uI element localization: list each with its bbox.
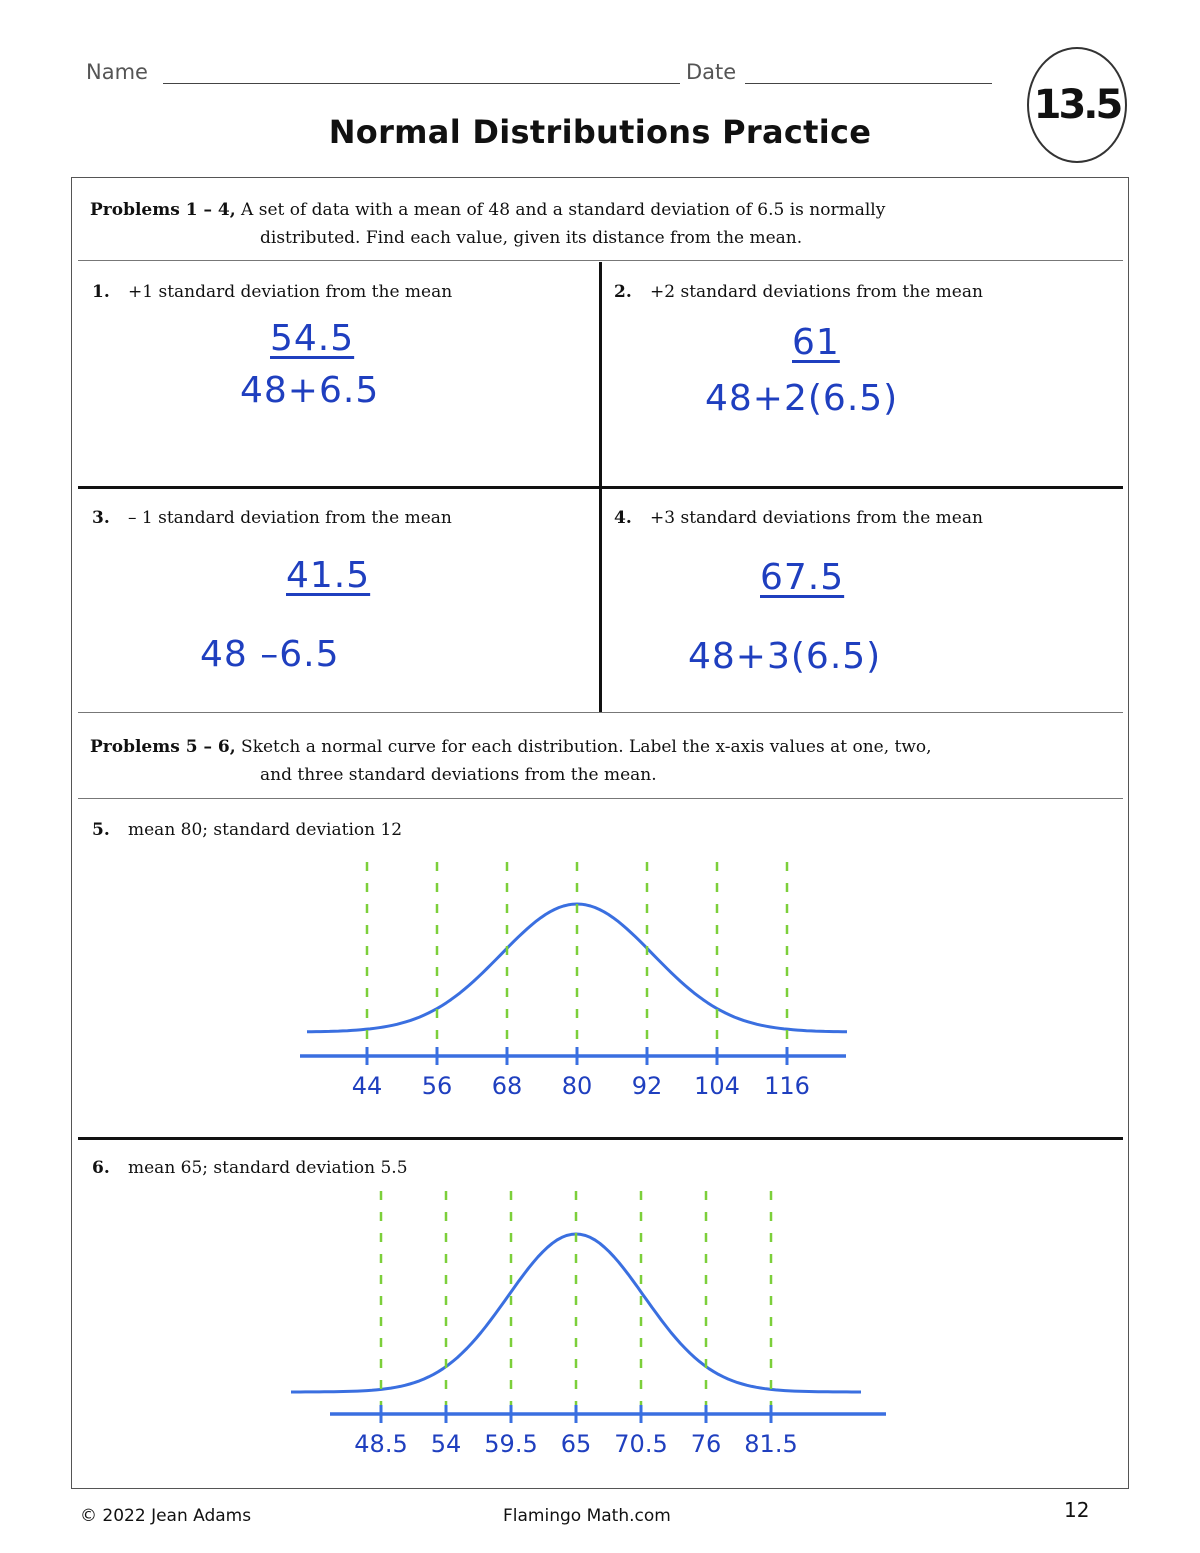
problem-number: 4. <box>614 508 632 528</box>
page-number: 12 <box>1064 1498 1090 1522</box>
date-line <box>745 83 992 84</box>
problem-number: 3. <box>92 508 110 528</box>
problem-5-prompt <box>92 820 402 840</box>
axis-label: 81.5 <box>744 1430 798 1458</box>
prompt-text: – 1 standard deviation from the mean <box>128 508 452 528</box>
axis-label: 116 <box>764 1072 810 1100</box>
problem-1-work: 48+6.5 <box>240 370 380 411</box>
prompt-text: +1 standard deviation from the mean <box>128 282 453 302</box>
problem-2-work: 48+2(6.5) <box>705 378 899 419</box>
copyright: © 2022 Jean Adams <box>80 1506 252 1526</box>
problem-1-prompt <box>92 282 452 302</box>
problem-2-prompt <box>614 282 983 302</box>
problem-number: 6. <box>92 1158 110 1178</box>
divider <box>78 1137 1123 1140</box>
part2-instructions <box>90 733 1100 789</box>
part1-heading: Problems 1 – 4, <box>90 200 236 220</box>
date-label: Date <box>686 60 737 84</box>
axis-label: 44 <box>351 1072 383 1100</box>
normal-curve-sketch-6 <box>290 1185 910 1475</box>
prompt-text: +2 standard deviations from the mean <box>650 282 983 302</box>
problem-6-prompt <box>92 1158 408 1178</box>
problem-3-work: 48 –6.5 <box>200 634 340 675</box>
problem-number: 2. <box>614 282 632 302</box>
problem-1-answer: 54.5 <box>270 318 355 359</box>
axis-label: 104 <box>694 1072 740 1100</box>
axis-label: 59.5 <box>484 1430 538 1458</box>
prompt-text: mean 80; standard deviation 12 <box>128 820 403 840</box>
axis-label: 54 <box>430 1430 462 1458</box>
normal-curve-sketch-5 <box>290 850 870 1110</box>
lesson-badge: 13.5 <box>1027 47 1127 163</box>
part2-instruction-line1: Sketch a normal curve for each distribution. Label the x-axis values at one, two, <box>241 737 932 757</box>
grid-horizontal-divider <box>78 486 1123 489</box>
divider <box>78 712 1123 713</box>
problem-3-prompt <box>92 508 452 528</box>
axis-label: 56 <box>421 1072 453 1100</box>
axis-label: 80 <box>561 1072 593 1100</box>
problem-number: 5. <box>92 820 110 840</box>
axis-label: 48.5 <box>354 1430 408 1458</box>
axis-label: 70.5 <box>614 1430 668 1458</box>
site-name: Flamingo Math.com <box>503 1506 671 1526</box>
part1-instruction-line2: distributed. Find each value, given its distance from the mean. <box>260 228 803 248</box>
name-line <box>163 83 680 84</box>
problem-4-answer: 67.5 <box>760 557 845 598</box>
part2-instruction-line2: and three standard deviations from the mean. <box>260 765 657 785</box>
problem-3-answer: 41.5 <box>286 555 371 596</box>
axis-label: 92 <box>631 1072 663 1100</box>
problem-number: 1. <box>92 282 110 302</box>
axis-label: 68 <box>491 1072 523 1100</box>
name-label: Name <box>86 60 148 84</box>
divider <box>78 798 1123 799</box>
part1-instructions <box>90 196 1100 252</box>
page-title: Normal Distributions Practice <box>328 113 872 151</box>
divider <box>78 260 1123 261</box>
problem-4-prompt <box>614 508 983 528</box>
axis-label: 65 <box>560 1430 592 1458</box>
prompt-text: mean 65; standard deviation 5.5 <box>128 1158 408 1178</box>
part1-instruction-line1: A set of data with a mean of 48 and a standard deviation of 6.5 is normally <box>241 200 886 220</box>
prompt-text: +3 standard deviations from the mean <box>650 508 983 528</box>
axis-label: 76 <box>690 1430 722 1458</box>
part2-heading: Problems 5 – 6, <box>90 737 236 757</box>
problem-2-answer: 61 <box>792 322 840 363</box>
problem-4-work: 48+3(6.5) <box>688 636 882 677</box>
